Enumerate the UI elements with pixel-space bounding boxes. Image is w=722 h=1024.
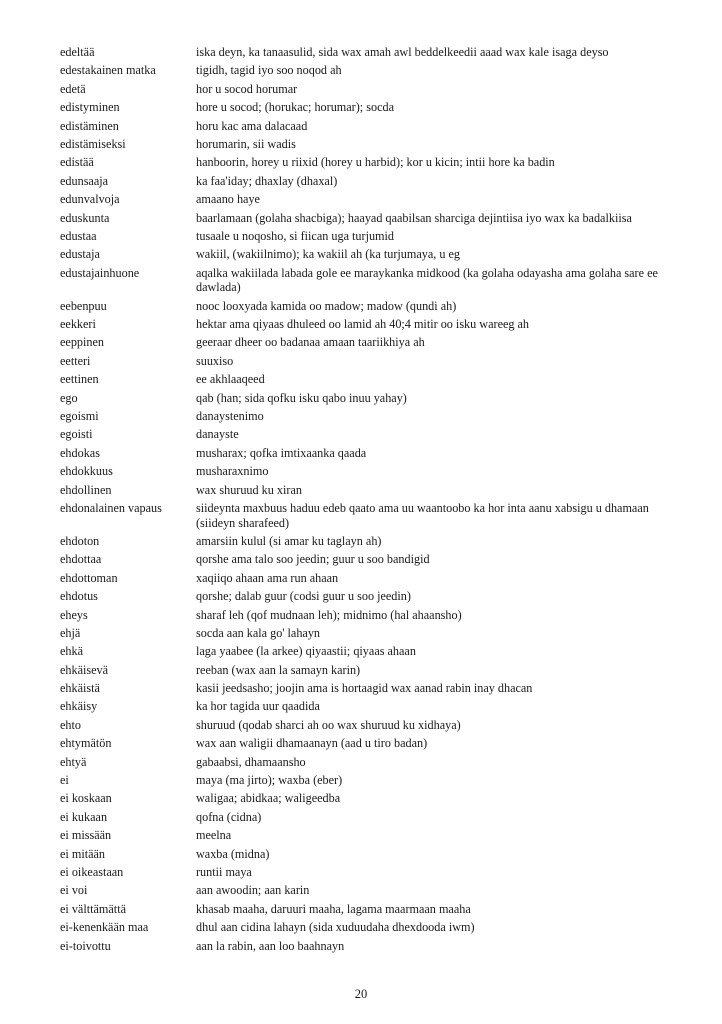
dictionary-entry	[60, 372, 684, 387]
entry-definition: shuruud (qodab sharci ah oo wax shuruud ku xidhaya)	[196, 717, 461, 732]
dictionary-entry	[60, 317, 684, 332]
dictionary-entry	[60, 483, 684, 498]
entry-definition: xaqiiqo ahaan ama run ahaan	[196, 570, 339, 585]
entry-term: ehdonalainen vapaus	[60, 500, 162, 515]
dictionary-entry	[60, 663, 684, 678]
entry-definition: qofna (cidna)	[196, 809, 262, 824]
dictionary-entry	[60, 137, 684, 152]
dictionary-entry	[60, 718, 684, 733]
entry-definition: ka hor tagida uur qaadida	[196, 699, 320, 714]
entry-term: edustaa	[60, 228, 97, 243]
entry-definition: musharax; qofka imtixaanka qaada	[196, 445, 367, 460]
dictionary-entry	[60, 100, 684, 115]
entry-term: eettinen	[60, 372, 99, 387]
entry-definition: hektar ama qiyaas dhuleed oo lamid ah 40;4 mitir oo isku wareeg ah	[196, 317, 530, 332]
entry-term: ei voi	[60, 883, 88, 898]
dictionary-entry	[60, 939, 684, 954]
dictionary-entry	[60, 608, 684, 623]
entry-term: egoisti	[60, 427, 93, 442]
entry-definition: iska deyn, ka tanaasulid, sida wax amah awl beddelkeedii aaad wax kale isaga deyso	[196, 45, 609, 59]
dictionary-entry	[60, 534, 684, 549]
entry-term: ehdokkuus	[60, 464, 113, 479]
dictionary-entry	[60, 589, 684, 604]
entry-term: edistämiseksi	[60, 136, 126, 151]
dictionary-entry	[60, 464, 684, 479]
entry-definition: nooc looxyada kamida oo madow; madow (qundi ah)	[196, 298, 457, 313]
dictionary-entry	[60, 409, 684, 424]
entry-term: eekkeri	[60, 317, 96, 332]
entry-definition: horumarin, sii wadis	[196, 136, 296, 151]
dictionary-entry	[60, 828, 684, 843]
entry-term: ei oikeastaan	[60, 864, 124, 879]
dictionary-entry	[60, 427, 684, 442]
entry-definition: meelna	[196, 828, 232, 843]
dictionary-entry	[60, 644, 684, 659]
dictionary-entry	[60, 192, 684, 207]
entry-definition: wax shuruud ku xiran	[196, 482, 302, 497]
entry-term: edetä	[60, 81, 86, 96]
dictionary-entry	[60, 755, 684, 770]
entry-term: edustajainhuone	[60, 265, 140, 280]
entry-definition: amaano haye	[196, 192, 260, 207]
entry-definition: khasab maaha, daruuri maaha, lagama maarmaan maaha	[196, 901, 471, 916]
entry-term: eetteri	[60, 353, 91, 368]
dictionary-entry	[60, 63, 684, 78]
entry-term: ei-toivottu	[60, 938, 111, 953]
dictionary-entry	[60, 335, 684, 350]
entry-term: edunvalvoja	[60, 192, 120, 207]
entry-definition: musharaxnimo	[196, 464, 269, 479]
entry-definition: socda aan kala go' lahayn	[196, 625, 321, 640]
entry-definition: tigidh, tagid iyo soo noqod ah	[196, 63, 342, 78]
dictionary-entry	[60, 883, 684, 898]
entry-term: ego	[60, 390, 78, 405]
entry-term: ei kukaan	[60, 809, 108, 824]
entry-term: ehdottaa	[60, 552, 102, 567]
entry-definition: runtii maya	[196, 864, 252, 879]
entry-definition: wax aan waligii dhamaanayn (aad u tiro badan)	[196, 736, 428, 751]
page-number: 20	[354, 987, 368, 1001]
entry-term: eeppinen	[60, 335, 104, 350]
entry-term: edustaja	[60, 247, 100, 262]
entry-term: edestakainen matka	[60, 63, 156, 78]
entry-term: eebenpuu	[60, 298, 107, 313]
dictionary-entry	[60, 45, 684, 60]
entry-definition: aqalka wakiilada labada gole ee maraykanka midkood (ka golaha odayasha ama golaha sare ee dawlada)	[196, 265, 658, 295]
dictionary-entry	[60, 902, 684, 917]
entry-definition: horu kac ama dalacaad	[196, 118, 308, 133]
entry-definition: hanboorin, horey u riixid (horey u harbid); kor u kicin; intii hore ka badin	[196, 155, 555, 170]
entry-definition: wakiil, (wakiilnimo); ka wakiil ah (ka turjumaya, u eg	[196, 247, 460, 262]
dictionary-entry	[60, 211, 684, 226]
entry-term: ehkäisevä	[60, 662, 109, 677]
dictionary-entry	[60, 736, 684, 751]
entry-definition: baarlamaan (golaha shacbiga); haayad qaabilsan sharciga dejintiisa iyo wax ka badalkiisa	[196, 210, 632, 225]
entry-definition: gabaabsi, dhamaansho	[196, 754, 306, 769]
entry-definition: ka faa'iday; dhaxlay (dhaxal)	[196, 173, 338, 188]
entry-term: eduskunta	[60, 210, 110, 225]
dictionary-entry	[60, 681, 684, 696]
dictionary-entry	[60, 810, 684, 825]
entry-term: edistää	[60, 155, 94, 170]
dictionary-entry	[60, 247, 684, 262]
entry-definition: waxba (midna)	[196, 846, 270, 861]
dictionary-entry	[60, 626, 684, 641]
dictionary-entry	[60, 699, 684, 714]
entry-definition: geeraar dheer oo badanaa amaan taariikhiya ah	[196, 335, 425, 350]
entry-term: ehdottoman	[60, 570, 118, 585]
entry-term: edistäminen	[60, 118, 119, 133]
dictionary-entry	[60, 354, 684, 369]
entry-definition: sharaf leh (qof mudnaan leh); midnimo (hal ahaansho)	[196, 607, 462, 622]
entry-definition: danaystenimo	[196, 409, 264, 424]
entry-term: ehtyä	[60, 754, 87, 769]
dictionary-entry	[60, 865, 684, 880]
entry-definition: siideynta maxbuus haduu edeb qaato ama uu waantoobo ka hor inta aanu xabsigu u dhamaan (siideyn sharafeed)	[196, 500, 649, 530]
dictionary-entry	[60, 773, 684, 788]
entry-term: ehkä	[60, 644, 84, 659]
entry-definition: waligaa; abidkaa; waligeedba	[196, 791, 341, 806]
entry-definition: dhul aan cidina lahayn (sida xuduudaha dhexdooda iwm)	[196, 920, 475, 935]
entry-definition: laga yaabee (la arkee) qiyaastii; qiyaas ahaan	[196, 644, 416, 659]
entry-term: ei-kenenkään maa	[60, 920, 149, 935]
entry-term: ehkäistä	[60, 681, 100, 696]
entry-definition: reeban (wax aan la samayn karin)	[196, 662, 361, 677]
entry-term: ehdollinen	[60, 482, 112, 497]
entry-definition: suuxiso	[196, 353, 234, 368]
dictionary-entries	[60, 45, 684, 957]
entry-term: ehkäisy	[60, 699, 98, 714]
dictionary-entry	[60, 266, 684, 295]
entry-term: ehdoton	[60, 533, 100, 548]
dictionary-entry	[60, 155, 684, 170]
entry-definition: aan awoodin; aan karin	[196, 883, 310, 898]
dictionary-entry	[60, 82, 684, 97]
dictionary-entry	[60, 229, 684, 244]
dictionary-entry	[60, 791, 684, 806]
dictionary-entry	[60, 299, 684, 314]
entry-term: ehjä	[60, 625, 81, 640]
entry-term: egoismi	[60, 409, 99, 424]
entry-term: ei	[60, 773, 69, 788]
entry-definition: aan la rabin, aan loo baahnayn	[196, 938, 345, 953]
entry-definition: maya (ma jirto); waxba (eber)	[196, 773, 343, 788]
dictionary-entry	[60, 847, 684, 862]
entry-definition: qab (han; sida qofku isku qabo inuu yahay)	[196, 390, 407, 405]
entry-definition: hor u socod horumar	[196, 81, 298, 96]
dictionary-entry	[60, 391, 684, 406]
entry-definition: qorshe ama talo soo jeedin; guur u soo bandigid	[196, 552, 430, 567]
entry-term: edeltää	[60, 45, 95, 59]
dictionary-entry	[60, 119, 684, 134]
entry-term: ei välttämättä	[60, 901, 126, 916]
entry-term: edunsaaja	[60, 173, 109, 188]
entry-term: ehto	[60, 717, 81, 732]
entry-term: ei missään	[60, 828, 112, 843]
entry-term: eheys	[60, 607, 88, 622]
dictionary-entry	[60, 552, 684, 567]
entry-term: ehdokas	[60, 445, 100, 460]
entry-definition: danayste	[196, 427, 239, 442]
dictionary-entry	[60, 501, 684, 530]
entry-term: edistyminen	[60, 100, 120, 115]
dictionary-entry	[60, 174, 684, 189]
dictionary-entry	[60, 571, 684, 586]
entry-term: ei mitään	[60, 846, 106, 861]
entry-definition: kasii jeedsasho; joojin ama is hortaagid wax aanad rabin inay dhacan	[196, 681, 533, 696]
entry-definition: hore u socod; (horukac; horumar); socda	[196, 100, 394, 115]
dictionary-entry	[60, 446, 684, 461]
entry-definition: ee akhlaaqeed	[196, 372, 265, 387]
entry-definition: tusaale u noqosho, si fiican uga turjumid	[196, 228, 395, 243]
dictionary-entry	[60, 920, 684, 935]
entry-term: ei koskaan	[60, 791, 112, 806]
entry-term: ehtymätön	[60, 736, 112, 751]
entry-definition: amarsiin kulul (si amar ku taglayn ah)	[196, 533, 382, 548]
entry-term: ehdotus	[60, 589, 98, 604]
entry-definition: qorshe; dalab guur (codsi guur u soo jeedin)	[196, 589, 411, 604]
